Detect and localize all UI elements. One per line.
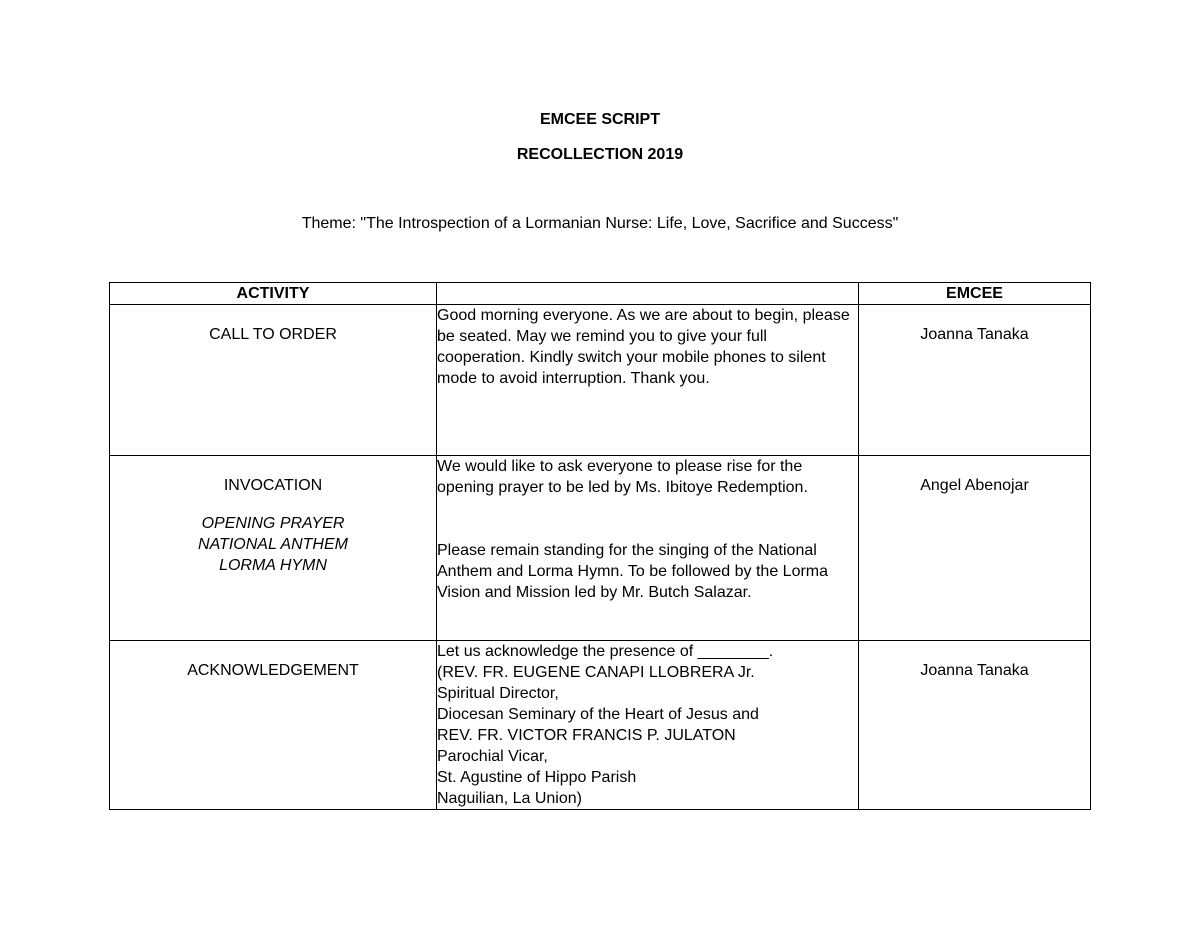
emcee-cell (859, 305, 1091, 456)
document-subtitle: RECOLLECTION 2019 (516, 146, 684, 163)
script-cell (437, 305, 859, 456)
script-paragraph: Good morning everyone. As we are about to begin, please be seated. May we remind you to give your full cooperation. Kindly switch your mobile phones to silent mode to avoid interruption. Thank you. (437, 307, 850, 387)
table-row (110, 641, 1091, 810)
script-line: St. Agustine of Hippo Parish (437, 769, 637, 786)
emcee-cell (859, 456, 1091, 641)
script-cell (437, 641, 859, 810)
activity-cell (110, 641, 437, 810)
script-line: Naguilian, La Union) (437, 790, 582, 807)
script-line: (REV. FR. EUGENE CANAPI LLOBRERA Jr. (437, 664, 755, 681)
script-line: Spiritual Director, (437, 685, 559, 702)
script-cell (437, 456, 859, 641)
script-line: Let us acknowledge the presence of ________. (437, 643, 774, 660)
emcee-script-table (109, 282, 1091, 810)
document-title: EMCEE SCRIPT (539, 111, 660, 128)
activity-label: INVOCATION (223, 477, 323, 494)
header-script (437, 283, 859, 305)
table-row (110, 456, 1091, 641)
activity-sub-items (110, 513, 436, 576)
activity-label: ACKNOWLEDGEMENT (187, 662, 359, 679)
emcee-name: Angel Abenojar (920, 477, 1029, 494)
activity-cell (110, 305, 437, 456)
emcee-name: Joanna Tanaka (920, 662, 1029, 679)
emcee-cell (859, 641, 1091, 810)
header-activity: ACTIVITY (110, 283, 437, 305)
script-paragraph: We would like to ask everyone to please rise for the opening prayer to be led by Ms. Ibitoye Redemption. (437, 458, 808, 496)
script-line: Parochial Vicar, (437, 748, 548, 765)
script-line: Diocesan Seminary of the Heart of Jesus and (437, 706, 759, 723)
document-theme: Theme: "The Introspection of a Lormanian Nurse: Life, Love, Sacrifice and Success" (301, 215, 899, 232)
activity-label: CALL TO ORDER (209, 326, 337, 343)
activity-cell (110, 456, 437, 641)
header-emcee: EMCEE (859, 283, 1091, 305)
sub-item: NATIONAL ANTHEM (198, 536, 348, 553)
script-line: REV. FR. VICTOR FRANCIS P. JULATON (437, 727, 736, 744)
emcee-name: Joanna Tanaka (920, 326, 1029, 343)
table-header-row (110, 283, 1091, 305)
table-row (110, 305, 1091, 456)
script-paragraph: Please remain standing for the singing of the National Anthem and Lorma Hymn. To be followed by the Lorma Vision and Mission led by Mr. Butch Salazar. (437, 542, 829, 601)
sub-item: OPENING PRAYER (201, 515, 345, 532)
sub-item: LORMA HYMN (219, 557, 327, 574)
